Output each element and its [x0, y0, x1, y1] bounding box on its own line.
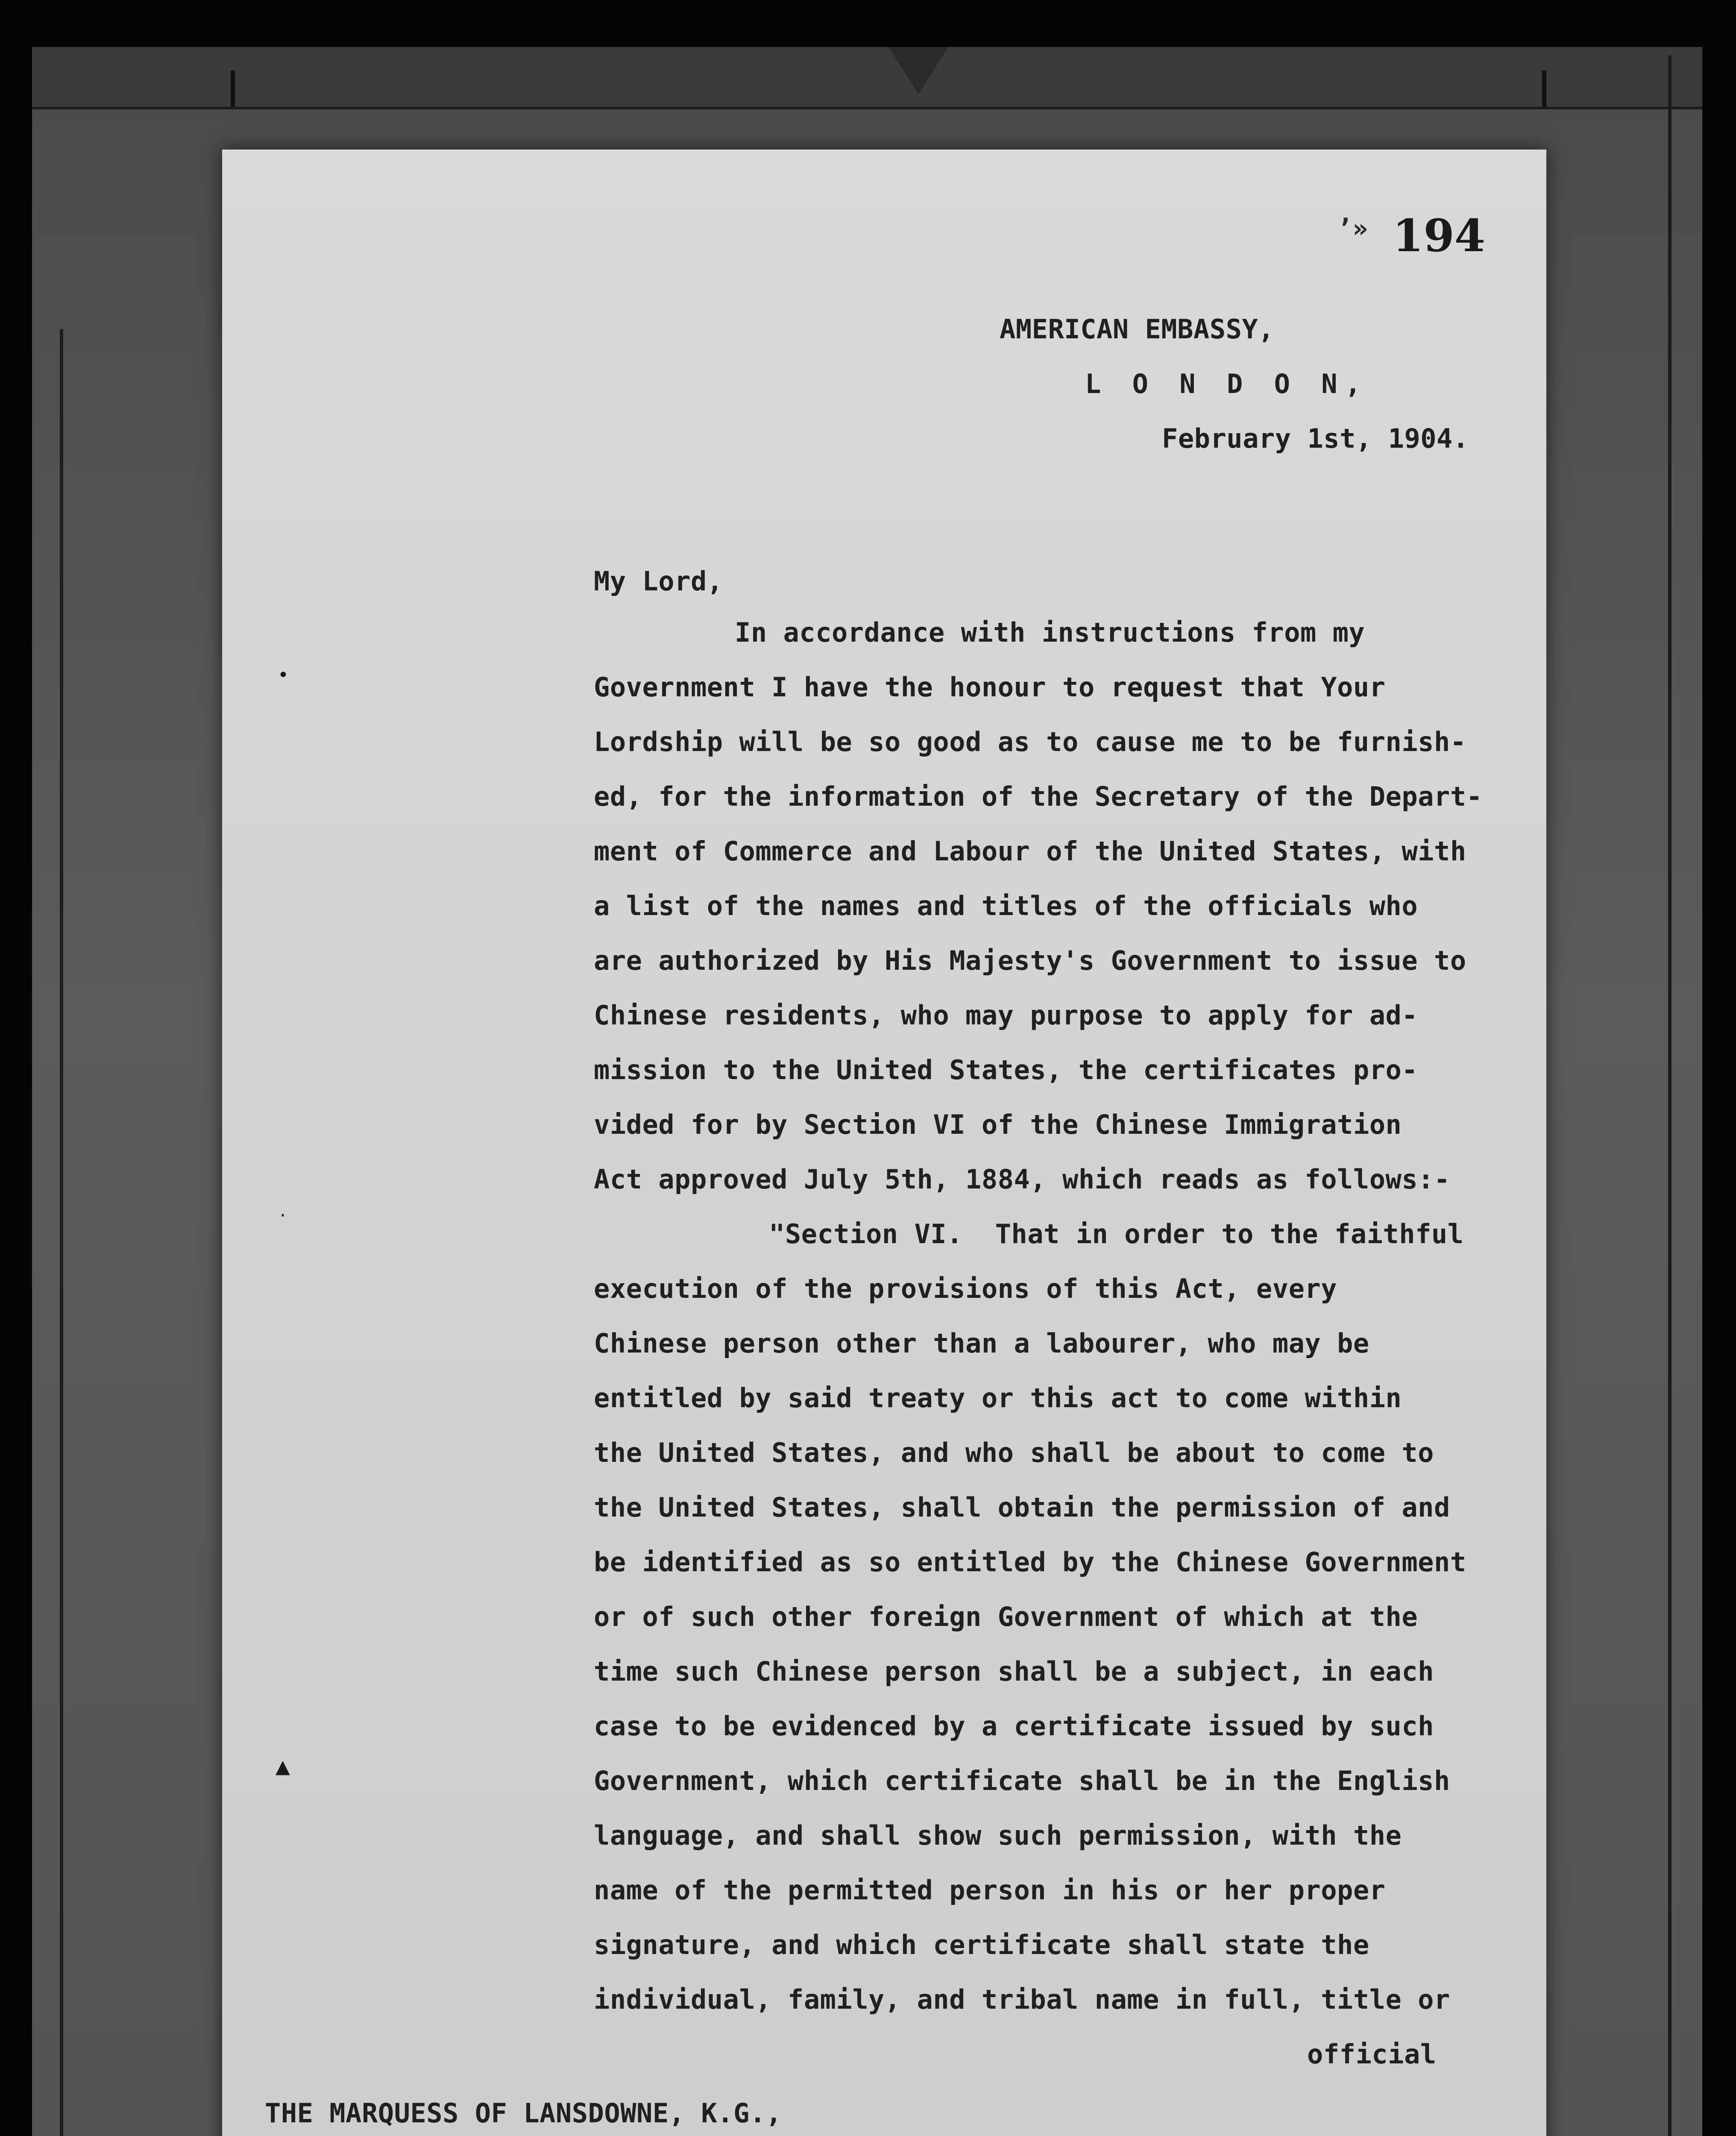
body-line: mission to the United States, the certificates pro-	[594, 1054, 1418, 1086]
quote-line: Chinese person other than a labourer, who may be	[594, 1328, 1369, 1359]
quote-line: the United States, and who shall be about to come to	[594, 1437, 1434, 1468]
film-top-strip	[32, 47, 1702, 109]
folio-number: 194	[1393, 209, 1486, 262]
body-line: vided for by Section VI of the Chinese Immigration	[594, 1109, 1402, 1140]
side-rule-left	[60, 329, 63, 2136]
folio-mark: ’»	[1337, 214, 1368, 244]
side-rule-right	[1668, 56, 1671, 2136]
quote-line: signature, and which certificate shall state the	[594, 1929, 1369, 1960]
body-line: In accordance with instructions from my	[735, 617, 1365, 648]
body-line: Act approved July 5th, 1884, which reads as follows:-	[594, 1164, 1450, 1195]
quote-line: case to be evidenced by a certificate issued by such	[594, 1711, 1434, 1742]
quote-line: name of the permitted person in his or her proper	[594, 1875, 1386, 1906]
quote-line: or of such other foreign Government of which at the	[594, 1601, 1418, 1632]
body-line: Lordship will be so good as to cause me to be furnish-	[594, 726, 1466, 757]
film-speck: ·	[280, 1205, 286, 1226]
addressee-name: THE MARQUESS OF LANSDOWNE, K.G.,	[265, 2098, 782, 2129]
body-line: Chinese residents, who may purpose to apply for ad-	[594, 1000, 1418, 1031]
catchword: official	[1307, 2039, 1437, 2070]
quote-line: Government, which certificate shall be in the English	[594, 1765, 1450, 1796]
film-notch	[889, 47, 948, 94]
body-line: ment of Commerce and Labour of the United States, with	[594, 836, 1466, 867]
quote-line: entitled by said treaty or this act to come within	[594, 1382, 1402, 1414]
quote-line: the United States, shall obtain the permission of and	[594, 1492, 1450, 1523]
quote-line: time such Chinese person shall be a subject, in each	[594, 1656, 1434, 1687]
quote-line: language, and shall show such permission, with the	[594, 1820, 1402, 1851]
salutation: My Lord,	[594, 566, 723, 597]
film-speck: ▲	[276, 1756, 290, 1778]
header-date: February 1st, 1904.	[1162, 423, 1469, 454]
body-line: ed, for the information of the Secretary of the Depart-	[594, 781, 1483, 812]
quote-line: be identified as so entitled by the Chinese Government	[594, 1546, 1466, 1578]
frame-tick-right	[1542, 70, 1546, 107]
body-line: Government I have the honour to request that Your	[594, 672, 1386, 703]
header-city: L O N D O N,	[1085, 368, 1369, 399]
body-line: are authorized by His Majesty's Government to issue to	[594, 945, 1466, 976]
body-line: a list of the names and titles of the officials who	[594, 890, 1418, 921]
quote-line: "Section VI. That in order to the faithful	[769, 1218, 1464, 1250]
film-speck: •	[278, 664, 289, 686]
header-office: AMERICAN EMBASSY,	[1000, 314, 1275, 345]
frame-tick-left	[231, 70, 235, 107]
quote-line: execution of the provisions of this Act, every	[594, 1273, 1337, 1304]
quote-line: individual, family, and tribal name in full, title or	[594, 1984, 1450, 2015]
